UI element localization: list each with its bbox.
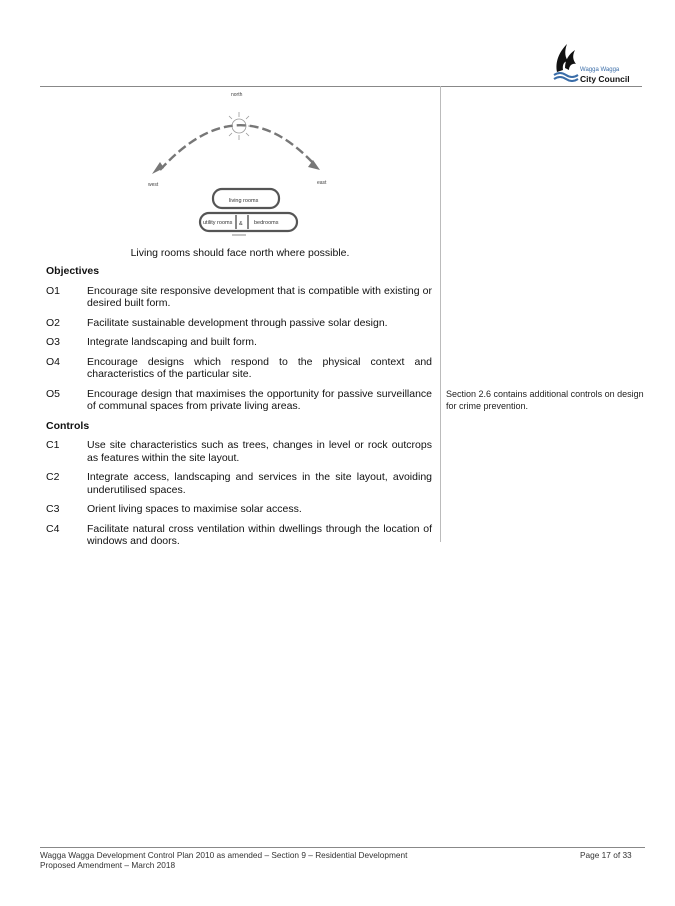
control-item — [46, 439, 432, 464]
council-logo-icon — [553, 42, 579, 82]
east-arrow-icon — [308, 160, 320, 170]
diagram-label-east: east — [317, 180, 327, 186]
footer-line-1: Wagga Wagga Development Control Plan 2010 as amended – Section 9 – Residential Development — [40, 850, 408, 860]
objectives-heading: Objectives — [46, 265, 100, 277]
control-item — [46, 503, 432, 516]
diagram-label-west: west — [148, 182, 159, 188]
objective-text: Encourage design that maximises the opportunity for passive surveillance of communal spaces from private living areas. — [87, 387, 432, 412]
main-content — [46, 265, 432, 555]
logo-text-big: City Council — [580, 74, 630, 84]
footer-rule — [40, 847, 645, 848]
objective-item — [46, 336, 432, 349]
diagram-caption: Living rooms should face north where possible. — [130, 247, 350, 259]
living-rooms-label: living rooms — [229, 198, 259, 204]
objective-text: Encourage site responsive development that is compatible with existing or desired built form. — [87, 284, 432, 309]
utility-rooms-label: utility rooms — [203, 220, 233, 226]
objective-code: O2 — [46, 316, 61, 329]
objective-code: O3 — [46, 336, 61, 348]
objective-item — [46, 356, 432, 381]
control-item — [46, 523, 432, 548]
objective-item — [46, 285, 432, 310]
control-text: Use site characteristics such as trees, changes in level or rock outcrops as features within the site layout. — [87, 439, 432, 464]
objective-item — [46, 388, 432, 413]
west-arrow-icon — [152, 162, 164, 174]
control-item — [46, 471, 432, 496]
objective-code: O1 — [46, 284, 61, 297]
bedrooms-label: bedrooms — [254, 220, 279, 226]
footer-text — [40, 850, 407, 870]
objective-code: O5 — [46, 387, 61, 400]
controls-heading: Controls — [46, 419, 90, 432]
objective-text: Facilitate sustainable development through passive solar design. — [87, 316, 388, 329]
side-note: Section 2.6 contains additional controls on design for crime prevention. — [446, 389, 644, 411]
objective-item — [46, 317, 432, 330]
control-code: C2 — [46, 471, 60, 483]
footer-line-2: Proposed Amendment – March 2018 — [40, 860, 176, 870]
diagram-label-north: north — [231, 92, 243, 98]
logo-text-small: Wagga Wagga — [580, 67, 620, 73]
solar-orientation-diagram — [140, 88, 340, 246]
objective-code: O4 — [46, 355, 61, 368]
control-text: Integrate access, landscaping and services in the site layout, avoiding underutilised spaces. — [87, 471, 432, 496]
column-divider — [440, 86, 441, 542]
amp-label: & — [239, 221, 243, 227]
control-code: C3 — [46, 503, 60, 515]
sun-path-arc — [160, 125, 315, 170]
page-number: Page 17 of 33 — [580, 850, 632, 860]
control-text: Orient living spaces to maximise solar access. — [87, 503, 302, 515]
control-code: C1 — [46, 439, 60, 451]
objective-text: Encourage designs which respond to the physical context and characteristics of the particular site. — [87, 355, 432, 380]
header-rule — [40, 86, 642, 87]
objective-text: Integrate landscaping and built form. — [87, 336, 257, 348]
control-code: C4 — [46, 522, 60, 535]
council-logo — [553, 42, 639, 84]
control-text: Facilitate natural cross ventilation within dwellings through the location of windows and doors. — [87, 522, 432, 547]
